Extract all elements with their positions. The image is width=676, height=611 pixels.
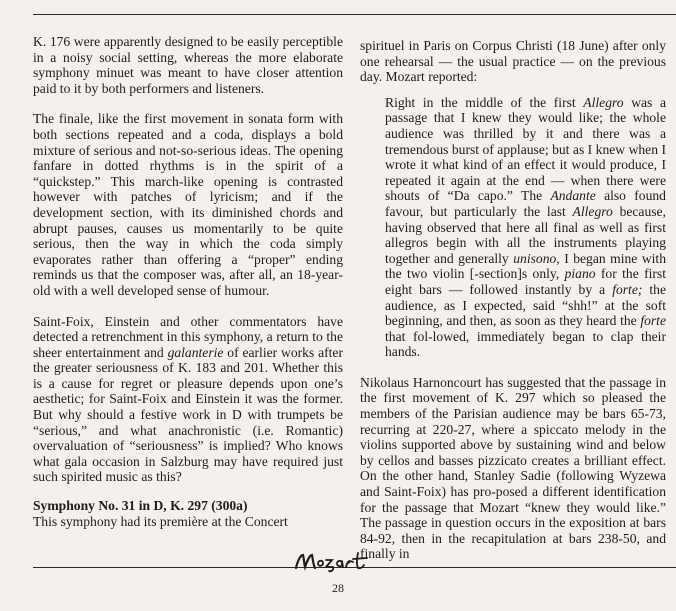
italic-term: Andante (550, 188, 596, 204)
italic-term: forte (640, 313, 666, 329)
text-run: that fol-lowed, immediately began to clap their hands. (385, 328, 666, 360)
paragraph (33, 314, 343, 486)
italic-term: Allegro (583, 94, 624, 110)
paragraph: K. 176 were apparently designed to be easily perceptible in a noisy social setting, whereas the more elaborate symphony minuet was meant to have closer attention paid to it by both performers and listeners. (33, 34, 343, 96)
page-number: 28 (332, 581, 344, 595)
text-run: was a passage that I knew they would like; the whole audience was thrilled by it and there was a tremendous burst of applause; but as I knew when I wrote it what kind of an effect it would produce, I repeated it again at the end — when there were shouts of “Da capo.” The (385, 94, 666, 204)
text-run: because, having observed that here all final as well as first allegros begin with all the instruments playing together and generally (385, 203, 666, 266)
text-run: also found favour, but particularly the last (385, 188, 666, 219)
left-column (33, 34, 343, 529)
right-column (360, 38, 666, 562)
italic-term: Allegro (572, 203, 613, 219)
top-rule (33, 14, 676, 15)
italic-term: piano (564, 266, 596, 282)
paragraph: Nikolaus Harnoncourt has suggested that the passage in the first movement of K. 297 which so pleased the members of the Parisian audience may be bars 65-73, recurring at 220-27, where a spiccato melody in the violins supported above by sustaining wind and below by cellos and basses pizzicato creates a brilliant effect. On the other hand, Stanley Sadie (following Wyzewa and Saint-Foix) has pro-posed a different identification for the passage that Mozart “knew they would like.” The passage in question occurs in the exposition at bars 84-92, then in the recapitulation at bars 238-50, and finally in (360, 374, 666, 562)
section-heading: Symphony No. 31 in D, K. 297 (300a) (33, 498, 248, 514)
text-run: of earlier works after the greater seriousness of K. 183 and 201. Whether this is a cause for regret or pleasure depends upon one’s aesthetic; for Saint-Foix and Einstein it was the former. But why should a festive work in D with trumpets be “serious,” and what anachronistic (i.e. Romantic) overvaluation of “seriousness” is implied? Who knows what gala occasion in Salzburg may have required just such spirited music as this? (33, 344, 343, 485)
italic-term: galanterie (167, 344, 224, 360)
paragraph: spirituel in Paris on Corpus Christi (18 June) after only one rehearsal — the usual practice — on the previous day. Mozart reported: (360, 38, 666, 85)
paragraph: This symphony had its première at the Concert (33, 513, 288, 529)
text-run: Saint-Foix, Einstein and other commentators have detected a retrenchment in this symphony, a return to the sheer entertainment and (33, 313, 343, 360)
block-quote (385, 95, 666, 360)
text-run: , I began mine with the two violin [-section]s only, (385, 250, 667, 282)
paragraph: The finale, like the first movement in sonata form with both sections repeated and a coda, displays a bold mixture of serious and not-so-serious ideas. The opening fanfare in dotted rhythms is in the spirit of a “quickstep.” This march-like opening is contrasted however with patches of lyricism; and if the development section, with its diminished chords and abrupt pauses, causes us momentarily to be quite serious, then the way in which the coda simply evaporates rather than offering a “proper” ending reminds us that the composer was, after all, an 18-year-old with a well developed sense of humour. (33, 111, 343, 298)
text-run: for the first eight bars — followed instantly by a (385, 266, 666, 297)
text-run: the audience, as I expected, said “shh!” at the soft beginning, and then, as soon as they heard the (385, 281, 666, 329)
text-run: Right in the middle of the first (385, 94, 584, 110)
italic-term: forte; (612, 281, 643, 297)
italic-term: unisono (513, 250, 557, 266)
mozart-signature-logo (292, 549, 382, 573)
